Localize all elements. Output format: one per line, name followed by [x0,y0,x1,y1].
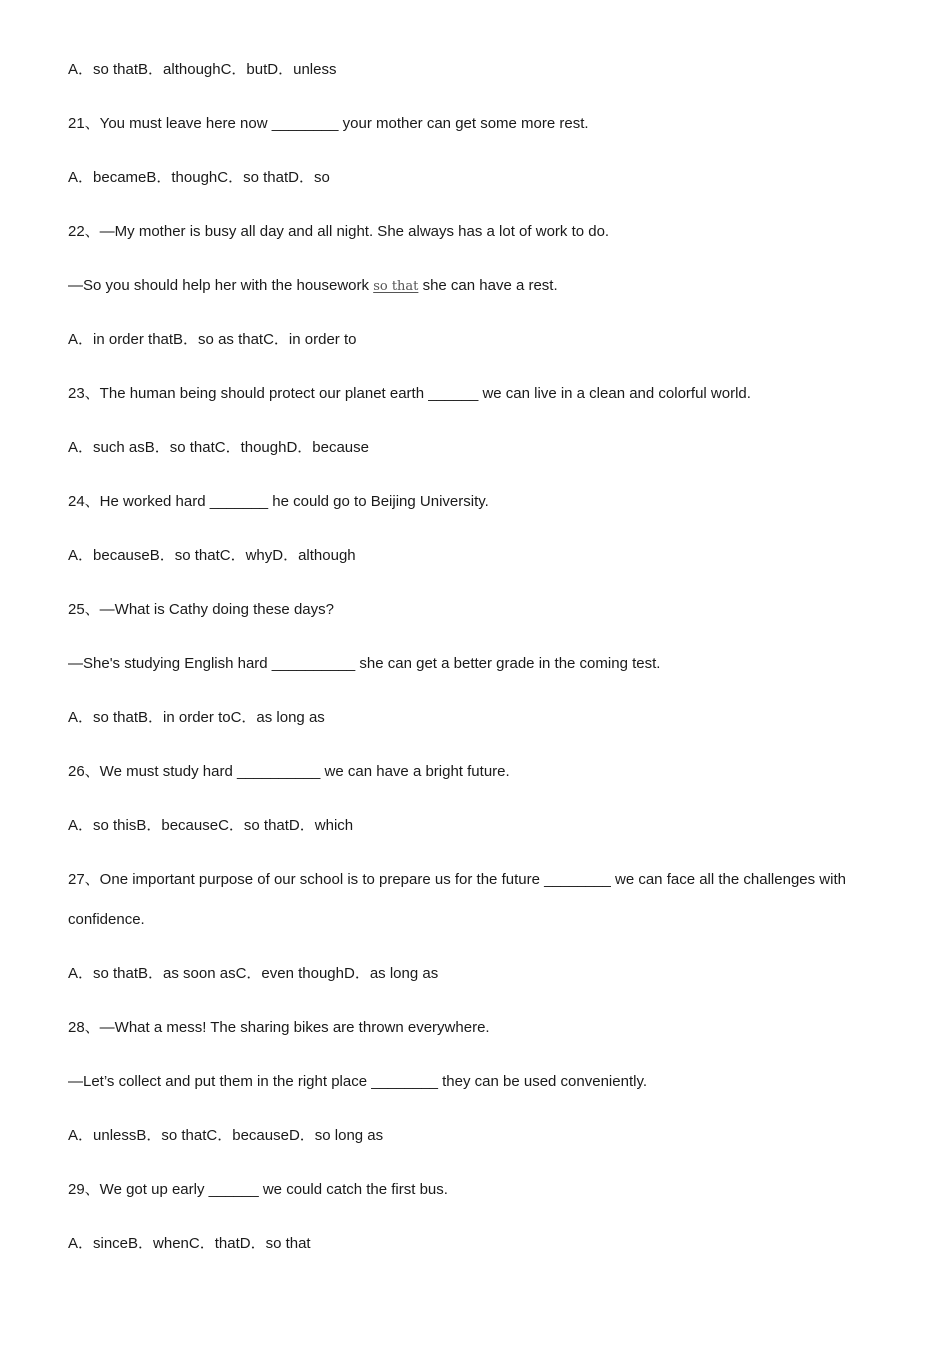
q28-reply: —Let’s collect and put them in the right place ________ they can be used conveniently. [68,1073,647,1090]
q22-reply-start: —So you should help her with the housework [68,277,370,294]
q24-options: A．becauseB．so thatC．whyD．although [68,547,356,564]
q25-options: A．so thatB．in order toC．as long as [68,709,325,726]
q29-stem: 29、We got up early ______ we could catch the first bus. [68,1181,448,1198]
q27-stem: 27、One important purpose of our school is to prepare us for the future ________ we can face all the challenges with confidence. [68,871,846,928]
q24-stem: 24、He worked hard _______ he could go to Beijing University. [68,493,489,510]
q22-reply-end: she can have a rest. [422,277,558,294]
q28-stem: 28、—What a mess! The sharing bikes are thrown everywhere. [68,1019,490,1036]
q22-options: A．in order thatB．so as thatC．in order to [68,331,357,348]
q20-options: A．so thatB．althoughC．butD．unless [68,61,337,78]
q23-options: A．such asB．so thatC．thoughD．because [68,439,369,456]
q22-stem: 22、—My mother is busy all day and all night. She always has a lot of work to do. [68,223,610,240]
q23-stem: 23、The human being should protect our planet earth ______ we can live in a clean and colorful world. [68,385,751,402]
q22-handwritten-answer: so that [373,279,419,294]
q22-reply [68,276,890,297]
q21-options: A．becameB．thoughC．so thatD．so [68,169,330,186]
q21-stem: 21、You must leave here now ________ your mother can get some more rest. [68,115,589,132]
q26-options: A．so thisB．becauseC．so thatD．which [68,817,354,834]
q27-options: A．so thatB．as soon asC．even thoughD．as long as [68,965,439,982]
q25-stem: 25、—What is Cathy doing these days? [68,601,334,618]
q28-options: A．unlessB．so thatC．becauseD．so long as [68,1127,384,1144]
q29-options: A．sinceB．whenC．thatD．so that [68,1235,311,1252]
q26-stem: 26、We must study hard __________ we can have a bright future. [68,763,510,780]
q25-reply: —She's studying English hard __________ she can get a better grade in the coming test. [68,655,661,672]
